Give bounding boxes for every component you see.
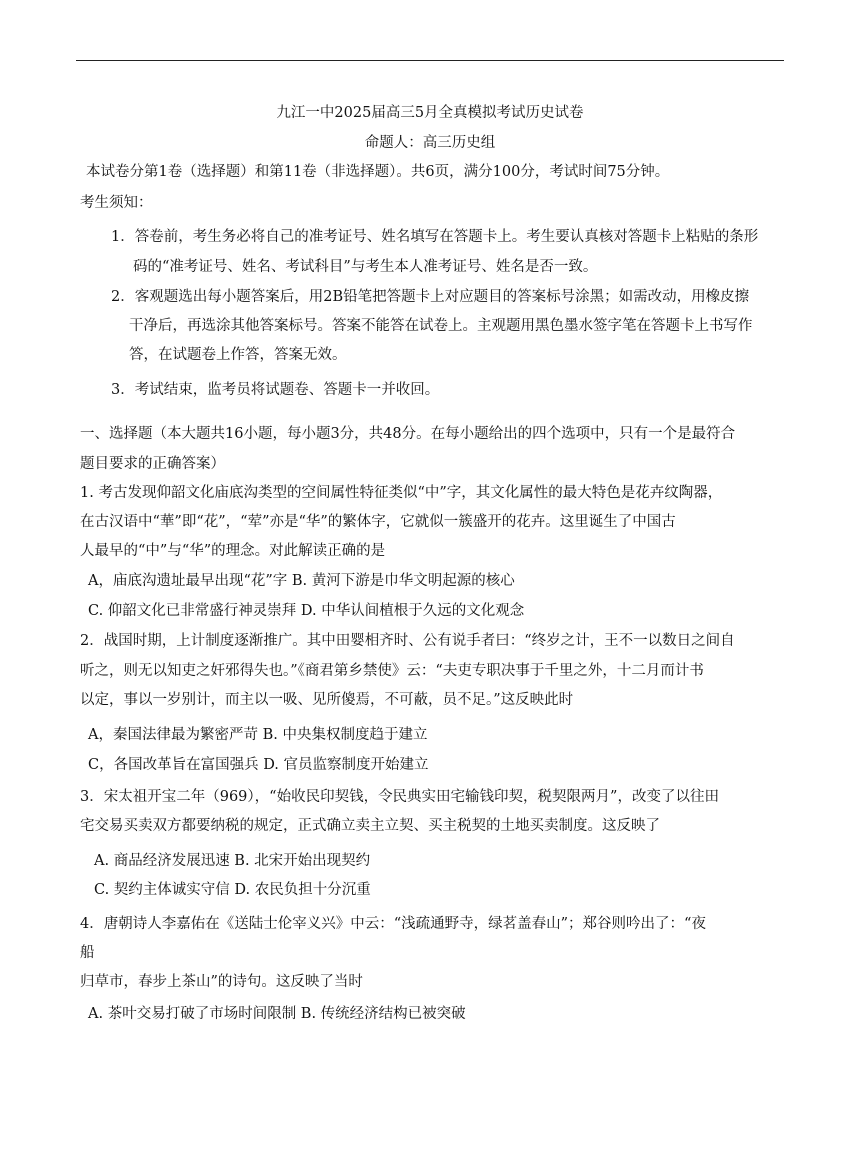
q2-stem-line-1: 2．战国时期，上计制度逐渐推广。其中田婴相齐时、公有说手者曰：“终岁之计，王不一以数日之间自 xyxy=(80,633,735,649)
notice-item-2-line-1: 2．客观题选出每小题答案后，用2B铅笔把答题卡上对应题目的答案标号涂黑；如需改动，用橡皮擦 xyxy=(111,289,750,305)
exam-title: 九江一中2025届高三5月全真模拟考试历史试卷 xyxy=(276,105,584,121)
notice-item-2-line-2: 干净后，再选涂其他答案标号。答案不能答在试卷上。主观题用黑色墨水签字笔在答题卡上书写作 xyxy=(129,318,753,334)
q4-stem-line-3: 归草市，春步上茶山”的诗句。这反映了当时 xyxy=(80,974,363,990)
q4-stem-line-2: 船 xyxy=(80,945,95,961)
notice-heading: 考生须知： xyxy=(80,195,153,211)
q1-options-cd: C. 仰韶文化已非常盛行神灵崇拜 D. 中华认间植根于久远的文化观念 xyxy=(88,603,525,619)
q4-options-ab: A. 茶叶交易打破了市场时间限制 B. 传统经济结构已被突破 xyxy=(88,1006,466,1022)
header-rule xyxy=(76,60,784,61)
q1-stem-line-2: 在古汉语中“華”即“花”，“荤”亦是“华”的繁体字，它就似一簇盛开的花卉。这里诞生了中国古 xyxy=(80,514,676,530)
q1-options-ab: A，庙底沟遗址最早出现“花”字 B. 黄河下游是巾华文明起源的核心 xyxy=(88,573,515,589)
q2-options-ab: A，秦国法律最为繁密严苛 B. 中央集权制度趋于建立 xyxy=(88,727,428,743)
q3-stem-line-2: 宅交易买卖双方都要纳税的规定，正式确立卖主立契、买主税契的土地买卖制度。这反映了 xyxy=(80,818,660,834)
notice-item-1-line-1: 1．答卷前，考生务必将自己的准考证号、姓名填写在答题卡上。考生要认真核对答题卡上粘贴的条形 xyxy=(111,229,759,245)
q1-stem-line-1: 1. 考古发现仰韶文化庙底沟类型的空间属性特征类似“中”字，其文化属性的最大特色是花卉纹陶器， xyxy=(80,485,723,501)
exam-author: 命题人：高三历史组 xyxy=(364,135,496,151)
notice-item-3: 3．考试结束，监考员将试题卷、答题卡一并收回。 xyxy=(111,382,440,398)
q1-stem-line-3: 人最早的“中”与“华”的理念。对此解读正确的是 xyxy=(80,543,386,559)
q4-stem-line-1: 4．唐朝诗人李嘉佑在《送陆士伦宰义兴》中云：“浅疏通野寺，绿茗盖春山”；郑谷则吟出了：“夜 xyxy=(80,916,706,932)
notice-item-1-line-2: 码的“准考证号、姓名、考试科目”与考生本人准考证号、姓名是否一致。 xyxy=(133,259,598,275)
section-heading-line-1: 一、选择题（本大题共16小题，每小题3分，共48分。在每小题给出的四个选项中，只有一个是最符合 xyxy=(80,426,736,442)
section-heading-line-2: 题目要求的正确答案） xyxy=(80,456,225,472)
exam-intro: 本试卷分第1卷（选择题）和第11卷（非选择题）。共6页，满分100分，考试时间75分钟。 xyxy=(86,164,670,180)
q3-stem-line-1: 3．宋太祖开宝二年（969），“始收民印契钱，令民典实田宅输钱印契，税契限两月”，改变了以往田 xyxy=(80,789,719,805)
q2-stem-line-2: 听之，则无以知吏之奸邪得失也。”《商君第乡禁使》云：“夫吏专职决事于千里之外，十二月而计书 xyxy=(80,663,704,679)
notice-item-2-line-3: 答，在试题卷上作答，答案无效。 xyxy=(129,347,347,363)
q2-stem-line-3: 以定，事以一岁别计，而主以一吸、见所傻焉，不可蔽，员不足。”这反映此时 xyxy=(80,692,574,708)
q3-options-ab: A. 商品经济发展迅速 B. 北宋开始出现契约 xyxy=(94,853,371,869)
q2-options-cd: C，各国改革旨在富国强兵 D. 官员监察制度开始建立 xyxy=(88,757,429,773)
q3-options-cd: C. 契约主体诚实守信 D. 农民负担十分沉重 xyxy=(94,882,371,898)
